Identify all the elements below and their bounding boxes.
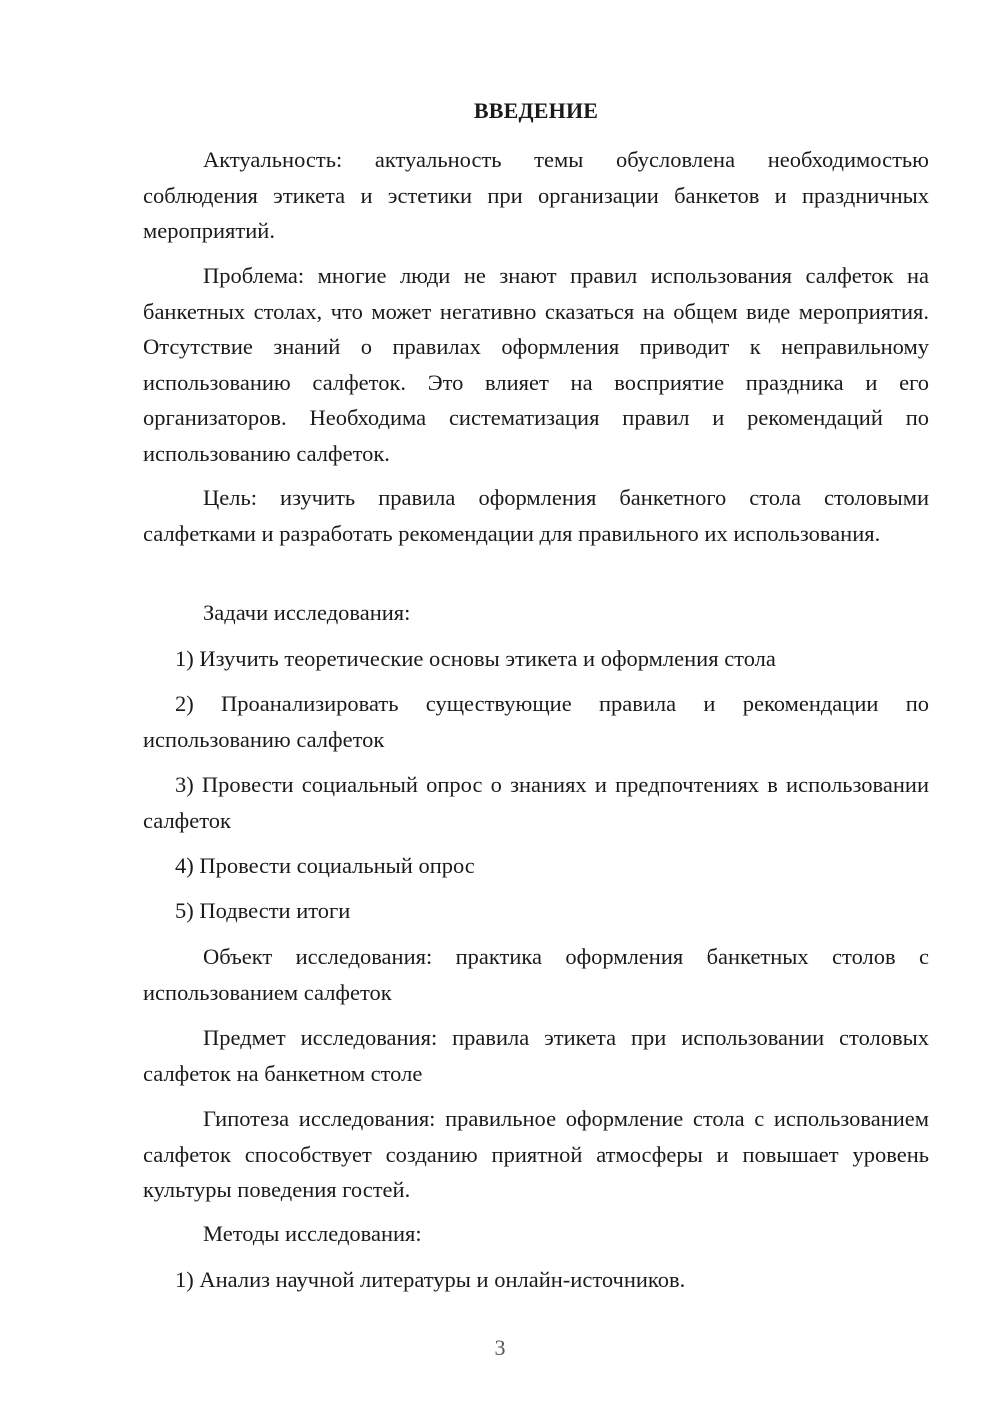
tasks-heading: Задачи исследования: (203, 600, 411, 625)
hypothesis-paragraph: Гипотеза исследования: правильное оформление стола с использованием салфеток способствует созданию приятной атмосферы и повышает уровень культуры поведения гостей. (143, 1106, 929, 1202)
problem-paragraph: Проблема: многие люди не знают правил использования салфеток на банкетных столах, что может негативно сказаться на общем виде мероприятия. Отсутствие знаний о правилах оформления приводит к неправильному использованию салфеток. Это влияет на восприятие праздника и его организаторов. Необходима систематизация правил и рекомендаций по использованию салфеток. (143, 263, 929, 466)
task-item-3: 3) Провести социальный опрос о знаниях и предпочтениях в использовании салфеток (143, 772, 929, 833)
section-heading: ВВЕДЕНИЕ (473, 98, 599, 123)
object-paragraph: Объект исследования: практика оформления банкетных столов с использованием салфеток (143, 944, 929, 1005)
task-item-2: 2) Проанализировать существующие правила и рекомендации по использованию салфеток (143, 691, 929, 752)
method-item-1: 1) Анализ научной литературы и онлайн-источников. (175, 1267, 686, 1292)
page-number: 3 (494, 1335, 506, 1360)
goal-paragraph: Цель: изучить правила оформления банкетного стола столовыми салфетками и разработать рекомендации для правильного их использования. (143, 485, 929, 546)
subject-paragraph: Предмет исследования: правила этикета при использовании столовых салфеток на банкетном столе (143, 1025, 929, 1086)
relevance-paragraph: Актуальность: актуальность темы обусловлена необходимостью соблюдения этикета и эстетики при организации банкетов и праздничных мероприятий. (143, 147, 929, 243)
task-item-5: 5) Подвести итоги (175, 898, 351, 923)
methods-heading: Методы исследования: (203, 1221, 422, 1246)
task-item-1: 1) Изучить теоретические основы этикета и оформления стола (175, 646, 776, 671)
task-item-4: 4) Провести социальный опрос (175, 853, 475, 878)
